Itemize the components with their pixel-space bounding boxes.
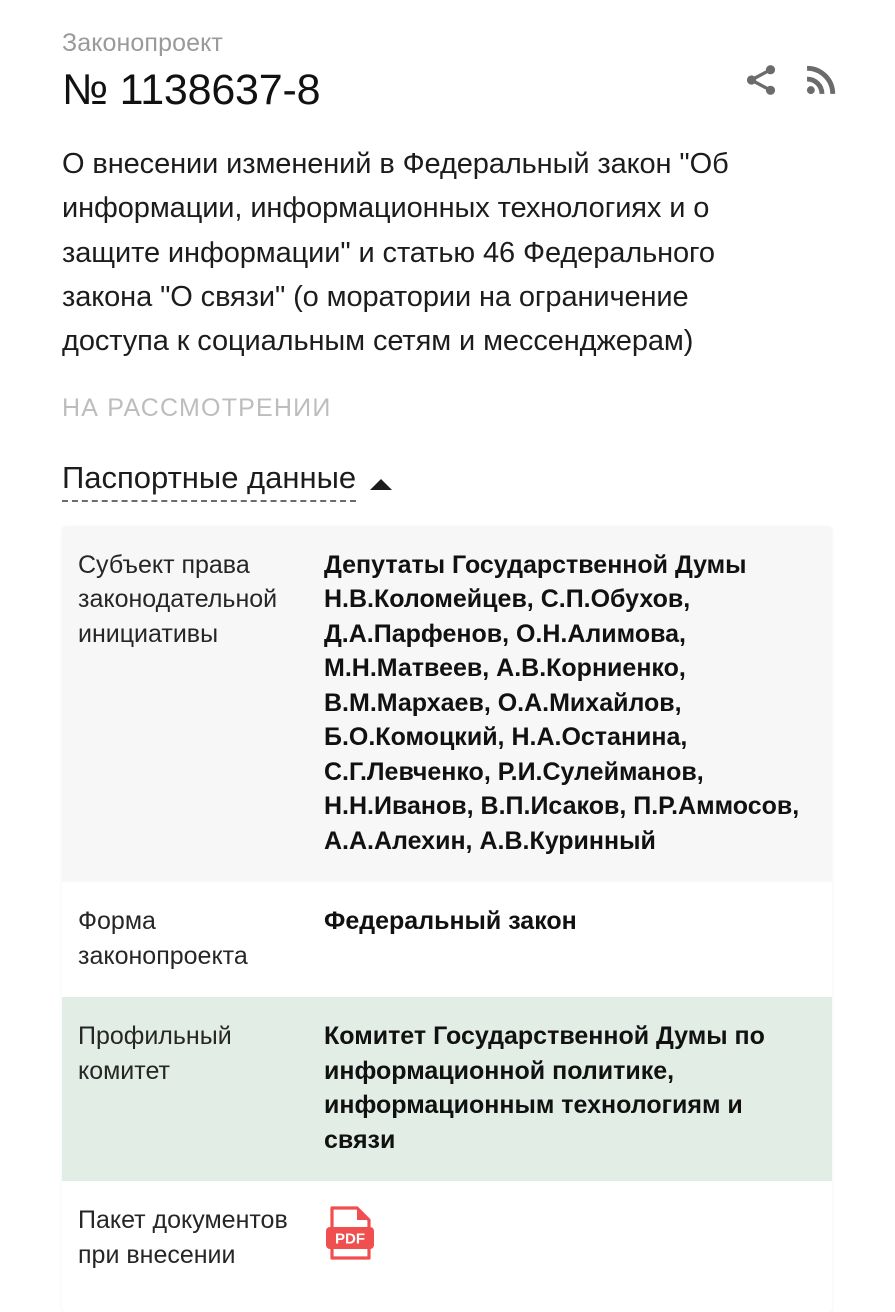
row-value [324,1019,816,1157]
rss-icon [802,61,840,99]
table-row [62,1181,832,1312]
value-line: Д.А.Парфенов, О.Н.Алимова, [324,619,686,648]
rss-button[interactable] [799,58,843,102]
pdf-icon-label: PDF [335,1230,365,1248]
row-value [324,1203,816,1271]
row-label: Пакет документов при внесении [78,1206,288,1269]
value-line: информационной политике, [324,1056,675,1085]
value-line: Депутаты Государственной Думы [324,550,747,579]
table-row [62,526,832,883]
table-row [62,882,832,997]
value-line: Б.О.Комоцкий, Н.А.Останина, [324,723,688,752]
value-line: Комитет Государственной Думы по [324,1022,765,1051]
bill-title: О внесении изменений в Федеральный закон "Об информации, информационных технологиях и о защите информации" и статью 46 Федерального закона "О связи" (о моратории на ограничение доступа к социальным сетям и мессенджерам) [62,147,729,358]
page-header [0,0,895,116]
pdf-document-link[interactable] [324,1203,376,1271]
value-line: связи [324,1125,396,1154]
value-line: Федеральный закон [324,907,577,936]
value-line: М.Н.Матвеев, А.В.Корниенко, [324,654,686,683]
passport-section-label: Паспортные данные [62,461,356,502]
row-value [324,548,816,859]
value-line: Н.Н.Иванов, В.П.Исаков, П.Р.Аммосов, [324,792,800,821]
value-line: В.М.Мархаев, О.А.Михайлов, [324,688,682,717]
page-kicker: Законопроект [62,29,223,57]
table-row [62,997,832,1181]
passport-table [62,526,832,1312]
share-button[interactable] [739,58,783,102]
share-icon [742,61,780,99]
value-line: А.А.Алехин, А.В.Куринный [324,826,656,855]
value-line: С.Г.Левченко, Р.И.Сулейманов, [324,757,704,786]
row-value [324,904,816,939]
row-label: Профильный комитет [78,1022,232,1085]
row-label: Форма законопроекта [78,907,248,970]
chevron-up-icon [370,479,392,490]
status-badge: НА РАССМОТРЕНИИ [62,393,332,422]
value-line: Н.В.Коломейцев, С.П.Обухов, [324,585,691,614]
bill-number: № 1138637-8 [62,66,321,115]
row-label: Субъект права законодательной инициативы [78,550,278,648]
passport-section-toggle[interactable] [62,461,392,502]
header-actions [739,58,843,102]
pdf-icon [324,1230,376,1267]
value-line: информационным технологиям и [324,1091,743,1120]
